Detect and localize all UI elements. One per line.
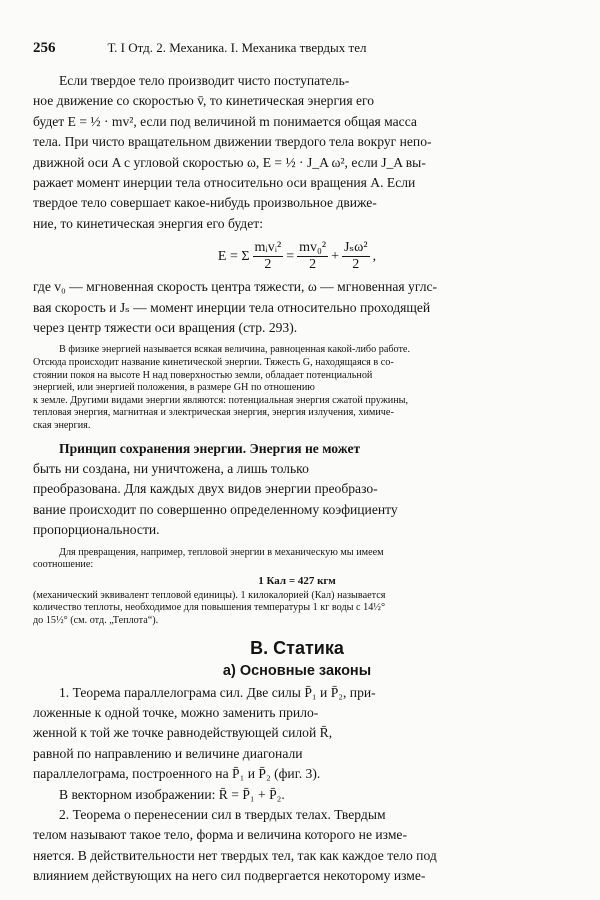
- text-line: ражает момент инерции тела относительно оси вращения A. Если: [33, 175, 416, 191]
- text-line: энергией, или энергией положения, в размере GH по отношению: [33, 382, 315, 394]
- note-energy: [33, 344, 561, 432]
- text-line: стоянии покоя на высоте H над поверхностью земли, обладает потенциальной: [33, 369, 373, 381]
- text-line: тела. При чисто вращательном движении твердого тела вокруг непо-: [33, 134, 432, 150]
- paragraph-conservation-principle: [33, 439, 561, 541]
- text-line: к земле. Другими видами энергии являются: потенциальная энергия сжатой пружины,: [33, 394, 409, 406]
- fraction: [342, 240, 370, 273]
- text-line: Если твердое тело производит чисто поступатель-: [59, 73, 350, 88]
- fraction-denominator: 2: [264, 257, 272, 273]
- text-line: вание происходит по совершенно определенному коэфициенту: [33, 501, 398, 517]
- fraction-denominator: 2: [309, 257, 317, 273]
- fraction-numerator: mᵢvᵢ²: [254, 240, 282, 256]
- text-line: Для превращения, например, тепловой энергии в механическую мы имеем: [59, 546, 384, 558]
- text-line: преобразована. Для каждых двух видов энергии преобразо-: [33, 481, 378, 497]
- fraction-numerator: mv₀²: [299, 240, 327, 256]
- theorem-force-transfer: [33, 805, 561, 887]
- text-line: (механический эквивалент тепловой единицы). 1 килокалорией (Кал) называется: [33, 589, 386, 601]
- fraction-denominator: 2: [352, 257, 360, 273]
- text-line: через центр тяжести оси вращения (стр. 293).: [33, 320, 298, 336]
- text-line: Принцип сохранения энергии. Энергия не может: [59, 440, 361, 456]
- formula-plus: +: [331, 248, 339, 264]
- subsection-heading: а) Основные законы: [222, 662, 372, 679]
- page-number: 256: [33, 40, 56, 56]
- text-line: параллелограма, построенного на P̄₁ и P̄₂ (фиг. 3).: [33, 766, 321, 782]
- text-line: тепловая энергия, магнитная и электрическая энергия, энергия излучения, химиче-: [33, 407, 394, 419]
- text-line: твердое тело совершает какое-нибудь произвольное движе-: [33, 195, 377, 211]
- kinetic-energy-formula: [33, 240, 561, 273]
- formula-equals: =: [286, 248, 295, 264]
- page-header: [33, 40, 561, 57]
- text-line: пропорциональности.: [33, 522, 160, 538]
- text-line: няется. В действительности нет твердых тел, так как каждое тело под: [33, 847, 437, 863]
- text-line: движной оси A с угловой скоростью ω, E = ½ · J_A ω², если J_A вы-: [33, 154, 426, 170]
- text-line: количество теплоты, необходимое для повышения температуры 1 кг воды с 14½°: [33, 602, 386, 614]
- fraction: [297, 240, 328, 273]
- text-line: Отсюда происходит название кинетической энергии. Тяжесть G, находящаяся в со-: [33, 357, 394, 369]
- text-line: где v₀ — мгновенная скорость центра тяжести, ω — мгновенная углс-: [33, 279, 438, 295]
- running-title: Т. I Отд. 2. Механика. I. Механика твердых тел: [107, 40, 367, 55]
- text-line: вая скорость и Jₛ — момент инерции тела относительно проходящей: [33, 299, 431, 315]
- text-line: быть ни создана, ни уничтожена, а лишь только: [33, 461, 309, 477]
- text-line: будет E = ½ · mv², если под величиной m понимается общая масса: [33, 113, 417, 129]
- paragraph-kinetic-energy: [33, 71, 561, 234]
- text-line: до 15½° (см. отд. „Теплота“).: [33, 615, 159, 627]
- text-line: ложенные к одной точке, можно заменить прило-: [33, 705, 319, 721]
- text-line: влиянием действующих на него сил подвергается некоторому изме-: [33, 868, 426, 884]
- text-line: 2. Теорема о перенесении сил в твердых телах. Твердым: [59, 807, 386, 823]
- note-mechanical-equivalent: [33, 590, 561, 628]
- text-line: ская энергия.: [33, 420, 91, 432]
- text-line: 1. Теорема параллелограма сил. Две силы P̄₁ и P̄₂, при-: [59, 684, 376, 700]
- paragraph-definitions: [33, 277, 561, 338]
- fraction: [253, 240, 284, 273]
- text-line: женной к той же точке равнодействующей силой R̄,: [33, 725, 333, 741]
- text-line: ное движение со скоростью v̄, то кинетическая энергия его: [33, 93, 375, 109]
- fraction-numerator: Jₛω²: [343, 240, 368, 256]
- book-page: [33, 40, 561, 887]
- theorem-parallelogram: [33, 683, 561, 805]
- text-line: В векторном изображении: R̄ = P̄₁ + P̄₂.: [59, 786, 285, 802]
- section-heading: В. Статика: [250, 637, 344, 658]
- text-line: равной по направлению и величине диагонали: [33, 745, 303, 761]
- text-line: ние, то кинетическая энергия его будет:: [33, 215, 263, 231]
- text-line: соотношение:: [33, 559, 94, 571]
- kcal-equation: 1 Кал = 427 кгм: [258, 574, 336, 587]
- text-line: В физике энергией называется всякая величина, равноценная какой-либо работе.: [59, 344, 411, 356]
- formula-tail: ,: [372, 248, 377, 264]
- note-conversion: [33, 547, 561, 572]
- text-line: телом называют такое тело, форма и величина которого не изме-: [33, 827, 407, 843]
- formula-lhs: E = Σ: [217, 248, 250, 264]
